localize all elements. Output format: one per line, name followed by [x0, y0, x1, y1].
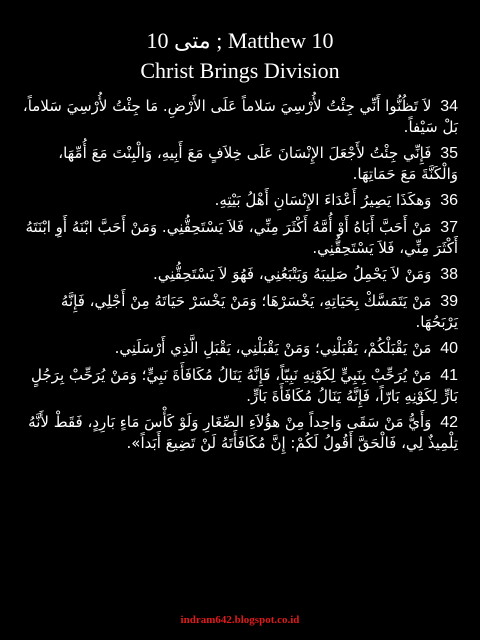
- verse-number: 38: [440, 266, 458, 283]
- verse-number: 36: [440, 192, 458, 209]
- verse-38: [22, 264, 458, 285]
- verse-35: [22, 143, 458, 184]
- verse-number: 35: [440, 145, 458, 162]
- verse-number: 42: [440, 414, 458, 431]
- verse-number: 37: [440, 219, 458, 236]
- verse-text: مَنْ يَتَمَسَّكْ بِحَيَاتِهِ، يَخْسَرْهَا؛ وَمَنْ يَخْسَرْ حَيَاتَهُ مِنْ أَجْلِي، فَإِنَّهُ يَرْبَحُهَا.: [60, 292, 458, 331]
- verse-37: [22, 217, 458, 258]
- verse-number: 41: [440, 367, 458, 384]
- verse-number: 34: [440, 98, 458, 115]
- verse-36: [22, 190, 458, 211]
- verse-39: [22, 291, 458, 332]
- verse-number: 40: [440, 340, 458, 357]
- chapter-reference: 10 متى ; Matthew 10: [146, 28, 334, 53]
- verse-text: وَهكَذَا يَصِيرُ أَعْدَاءَ الإِنْسَانِ أَهْلُ بَيْتِهِ.: [214, 191, 432, 209]
- verse-text: وَمَنْ لاَ يَحْمِلُ صَلِيبَهُ وَيَتْبَعُنِي، فَهُوَ لاَ يَسْتَحِقُّنِي.: [152, 265, 432, 283]
- verse-34: [22, 96, 458, 137]
- blog-watermark: indram642.blogspot.co.id: [180, 614, 300, 626]
- page-header: [0, 26, 480, 86]
- verse-text: مَنْ يَقْبَلْكُمْ، يَقْبَلْنِي؛ وَمَنْ يَقْبَلْنِي، يَقْبَلِ الَّذِي أَرْسَلَنِي.: [114, 339, 432, 357]
- verse-text: فَإِنِّي جِئْتُ لأَجْعَلَ الإِنْسَانَ عَلَى خِلاَفٍ مَعَ أَبِيهِ، وَالْبِنْتَ مَعَ أُمِّهَا، وَالْكَنَّةَ مَعَ حَمَاتِهَا.: [58, 144, 458, 183]
- verse-number: 39: [440, 293, 458, 310]
- verse-text: وَأَيُّ مَنْ سَقَى وَاحِداً مِنْ هؤُلاَءِ الصِّغَارِ وَلَوْ كَأْسَ مَاءٍ بَارِدٍ، فَقَطْ لأَنَّهُ تِلْمِيذٌ لِي، فَالْحَقَّ أَقُولُ لَكُمْ: إِنَّ مُكَافَأَتَهُ لَنْ تَضِيعَ أَبَداً».: [28, 413, 458, 452]
- verse-text: لاَ تَظُنُّوا أَنِّي جِئْتُ لأُرْسِيَ سَلاماً عَلَى الأَرْضِ. مَا جِئْتُ لأُرْسِيَ سَلاماً، بَلْ سَيْفاً.: [22, 97, 458, 136]
- verse-text: مَنْ يُرَحِّبْ بِنَبِيٍّ لِكَوْنِهِ نَبِيّاً، فَإِنَّهُ يَنَالُ مُكَافَأَةَ نَبِيٍّ؛ وَمَنْ يُرَحِّبْ بِرَجُلٍ بَارٍّ لِكَوْنِهِ بَارّاً، فَإِنَّهُ يَنَالُ مُكَافَأَةَ بَارٍّ.: [31, 366, 458, 405]
- verse-40: [22, 338, 458, 359]
- verse-41: [22, 365, 458, 406]
- verse-text: مَنْ أَحَبَّ أَبَاهُ أَوْ أُمَّهُ أَكْثَرَ مِنِّي، فَلاَ يَسْتَحِقُّنِي. وَمَنْ أَحَبَّ ابْنَهُ أَوِ ابْنَتَهُ أَكْثَرَ مِنِّي، فَلاَ يَسْتَحِقُّنِي.: [25, 218, 458, 257]
- verse-42: [22, 412, 458, 453]
- page-title: Christ Brings Division: [140, 58, 340, 83]
- verse-list: [22, 96, 458, 459]
